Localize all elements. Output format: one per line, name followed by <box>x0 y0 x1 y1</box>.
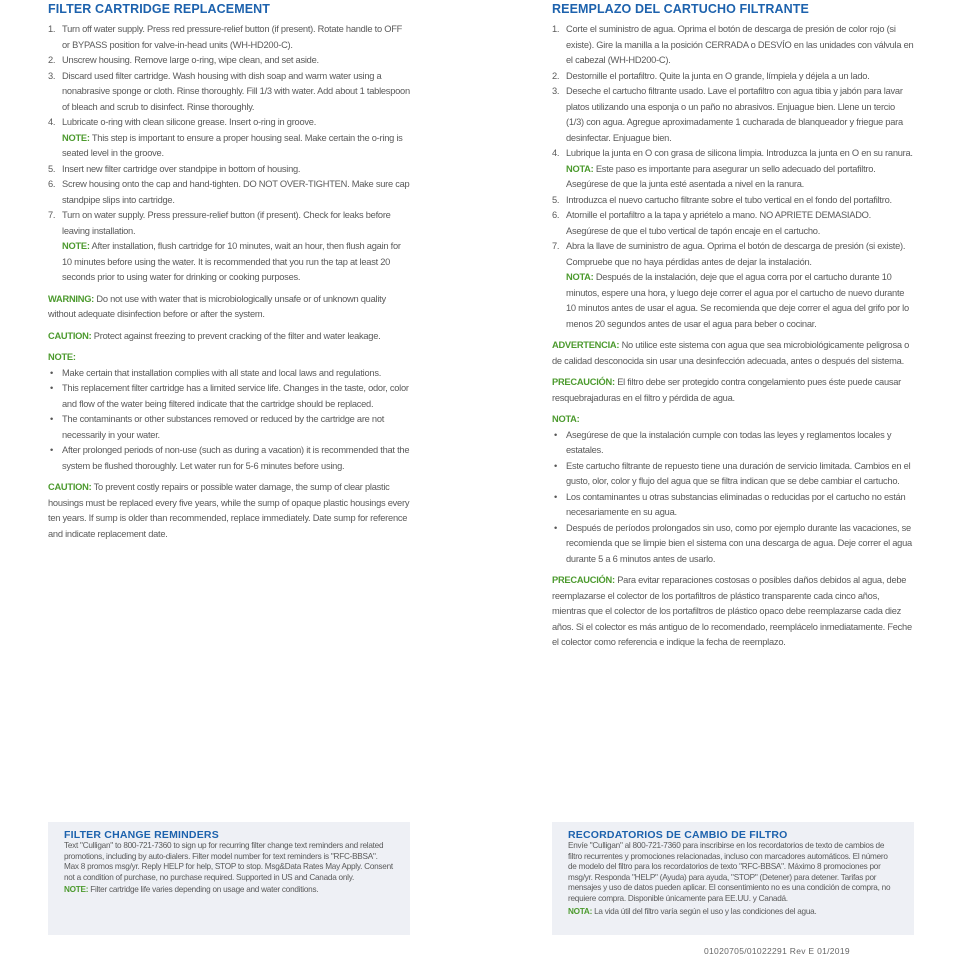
notes-list <box>552 428 914 568</box>
caution-paragraph: PRECAUCIÓN: Para evitar reparaciones costosas o posibles daños debidos al agua, debe reemplazarse el colector de los portafiltros de plástico transparente cada cinco años, mientras que el colector de los portafiltros de plástico opaco debe reemplazarse cada diez años. Si el colector es más antiguo de lo recomendado, reemplácelo inmediatamente. Feche el colector como referencia e indique la fecha de reemplazo. <box>552 575 912 647</box>
note-label: NOTA: <box>566 163 594 174</box>
step-item: 7. Turn on water supply. Press pressure-relief button (if present). Check for leaks before leaving installation. NOTE: After installation, flush cartridge for 10 minutes, wait an hour, then flush again for 10 minutes before using the water. It is recommended that you run the tap at least 20 seconds prior to using water for drinking or cooking purposes. <box>48 210 401 282</box>
spanish-section <box>552 0 914 651</box>
step-item: 6. Screw housing onto the cap and hand-tighten. DO NOT OVER-TIGHTEN. Make sure cap standpipe slips into cartridge. <box>48 179 410 205</box>
step-item: 3. Discard used filter cartridge. Wash housing with dish soap and warm water using a nonabrasive sponge or cloth. Rinse thoroughly. Fill 1/3 with water. Add about 1 tablespoon of bleach and scrub to disinfect. Rinse thoroughly. <box>48 70 410 112</box>
note-label: NOTE: <box>62 132 90 143</box>
note-heading: NOTE: <box>48 352 76 362</box>
note-item: • Después de períodos prolongados sin uso, como por ejemplo durante las vacaciones, se recomienda que se limpie bien el sistema con una descarga de agua. Deje correr el agua durante 5 a 6 minutos antes de usarlo. <box>552 521 914 568</box>
box-title: RECORDATORIOS DE CAMBIO DE FILTRO <box>568 829 788 841</box>
step-item: 5. Insert new filter cartridge over standpipe in bottom of housing. <box>48 163 301 174</box>
note-item: • Asegúrese de que la instalación cumple con todas las leyes y reglamentos locales y estatales. <box>552 428 914 459</box>
box-text: Text "Culligan" to 800-721-7360 to sign up for recurring filter change text reminders and related promotions, including by auto-dialers. Filter model number for text reminders is "RFC-BBSA". Max 8 promos msg/yr. Reply HELP for help, STOP to stop. Msg&Data Rates May Apply. Consent not a condition of purchase, no purchase required. Supported in US and Canada only. <box>64 841 393 882</box>
step-item: 1. Corte el suministro de agua. Oprima el botón de descarga de presión de color rojo (si existe). Gire la manilla a la posición CERRADA o DESVÍO en las unidades con válvula en el cabezal (WH-HD200-C). <box>552 24 914 65</box>
box-note: NOTA: La vida útil del filtro varía según el uso y las condiciones del agua. <box>568 906 817 916</box>
filter-reminders-box <box>48 822 410 935</box>
english-section <box>48 0 410 542</box>
step-item: 4. Lubricate o-ring with clean silicone grease. Insert o-ring in groove. NOTE: This step is important to ensure a proper housing seal. Make certain the o-ring is seated level in the groove. <box>48 117 403 158</box>
steps-list <box>552 22 914 332</box>
note-label: NOTA: <box>566 272 594 282</box>
step-item: 6. Atornille el portafiltro a la tapa y apriételo a mano. NO APRIETE DEMASIADO. Asegúrese de que el tubo vertical de tapón encaje en el cartucho. <box>552 210 871 236</box>
note-heading: NOTA: <box>552 414 580 424</box>
step-item: 7. Abra la llave de suministro de agua. Oprima el botón de descarga de presión (si existe). Compruebe que no haya pérdidas antes de dejar la instalación. NOTA: Después de la instalación, deje que el agua corra por el cartucho durante 10 minutos, espere una hora, y luego deje correr el agua por el cartucho de nuevo durante 10 minutos antes de usar el agua. Se recomienda que deje correr el agua del grifo por lo menos 20 segundos antes de usar el agua para beber o cocinar. <box>552 241 909 329</box>
step-item: 2. Destornille el portafiltro. Quite la junta en O grande, límpiela y déjela a un lado. <box>552 70 870 81</box>
step-item: 4. Lubrique la junta en O con grasa de silicona limpia. Introduzca la junta en O en su ranura. NOTA: Este paso es importante para asegurar un sello adecuado del portafiltro. Asegúrese de que la junta esté asentada a nivel en la ranura. <box>552 148 913 189</box>
warning-paragraph: ADVERTENCIA: No utilice este sistema con agua que sea microbiológicamente peligrosa o de calidad desconocida sin usar una desinfección adecuada, antes o después del sistema. <box>552 340 910 366</box>
filter-reminders-box-es <box>552 822 914 935</box>
note-item: • After prolonged periods of non-use (such as during a vacation) it is recommended that the system be flushed thoroughly. Let water run for 5-6 minutes before using. <box>48 443 410 474</box>
step-item: 2. Unscrew housing. Remove large o-ring, wipe clean, and set aside. <box>48 55 319 65</box>
warning-paragraph: WARNING: Do not use with water that is microbiologically unsafe or of unknown quality without adequate disinfection before or after the system. <box>48 293 386 319</box>
document-revision: 01020705/01022291 Rev E 01/2019 <box>704 946 850 956</box>
caution-paragraph: CAUTION: To prevent costly repairs or possible water damage, the sump of clear plastic housings must be replaced every five years, while the sump of opaque plastic housings every ten years. If sump is older than recommended, replace immediately. Date sump for reference and indicate replacement date. <box>48 482 410 539</box>
step-item: 1. Turn off water supply. Press red pressure-relief button (if present). Rotate handle to OFF or BYPASS position for valve-in-head units (WH-HD200-C). <box>48 24 403 50</box>
note-label: NOTE: <box>62 241 90 251</box>
caution-paragraph: CAUTION: Protect against freezing to prevent cracking of the filter and water leakage. <box>48 330 381 341</box>
notes-list <box>48 366 410 475</box>
section-title: REEMPLAZO DEL CARTUCHO FILTRANTE <box>552 2 809 16</box>
note-item: • Los contaminantes u otras substancias eliminadas o reducidas por el cartucho no están necesariamente en su agua. <box>552 490 914 521</box>
caution-paragraph: PRECAUCIÓN: El filtro debe ser protegido contra congelamiento pues éste puede causar resquebrajaduras en el filtro y pérdida de agua. <box>552 377 902 403</box>
note-item: • The contaminants or other substances removed or reduced by the cartridge are not necessarily in your water. <box>48 412 410 443</box>
box-text: Envíe "Culligan" al 800-721-7360 para inscribirse en los recordatorios de texto de cambios de filtro recurrentes y promociones relacionadas, incluso con marcadores automáticos. El número de modelo del filtro para los recordatorios de texto "RFC-BBSA". Máximo 8 promociones por msg/yr. Responda "HELP" (Ayuda) para ayuda, "STOP" (Detener) para detener. Tarifas por mensajes y uso de datos pueden aplicar. El consentimiento no es una condición de compra, no requiere compra. Disponible únicamente para EE.UU. y Canadá. <box>568 841 891 903</box>
step-item: 5. Introduzca el nuevo cartucho filtrante sobre el tubo vertical en el fondo del portafiltro. <box>552 194 892 205</box>
step-item: 3. Deseche el cartucho filtrante usado. Lave el portafiltro con agua tibia y jabón para lavar platos utilizando una esponja o un paño no abrasivos. Enjuague bien. Llene un tercio (1/3) con agua. Agregue aproximadamente 1 cucharada de blanqueador y friegue para desinfectar. Enjuague bien. <box>552 86 903 143</box>
steps-list <box>48 22 410 286</box>
note-item: • Make certain that installation complies with all state and local laws and regulations. <box>48 366 410 382</box>
box-note: NOTE: Filter cartridge life varies depending on usage and water conditions. <box>64 885 319 895</box>
box-title: FILTER CHANGE REMINDERS <box>64 829 219 841</box>
section-title: FILTER CARTRIDGE REPLACEMENT <box>48 2 271 16</box>
note-item: • This replacement filter cartridge has a limited service life. Changes in the taste, odor, color and flow of the water being filtered indicate that the cartridge should be replaced. <box>48 381 410 412</box>
note-item: • Este cartucho filtrante de repuesto tiene una duración de servicio limitada. Cambios en el gusto, olor, color y flujo del agua que se filtra indican que se debe cambiar el cartucho. <box>552 459 914 490</box>
